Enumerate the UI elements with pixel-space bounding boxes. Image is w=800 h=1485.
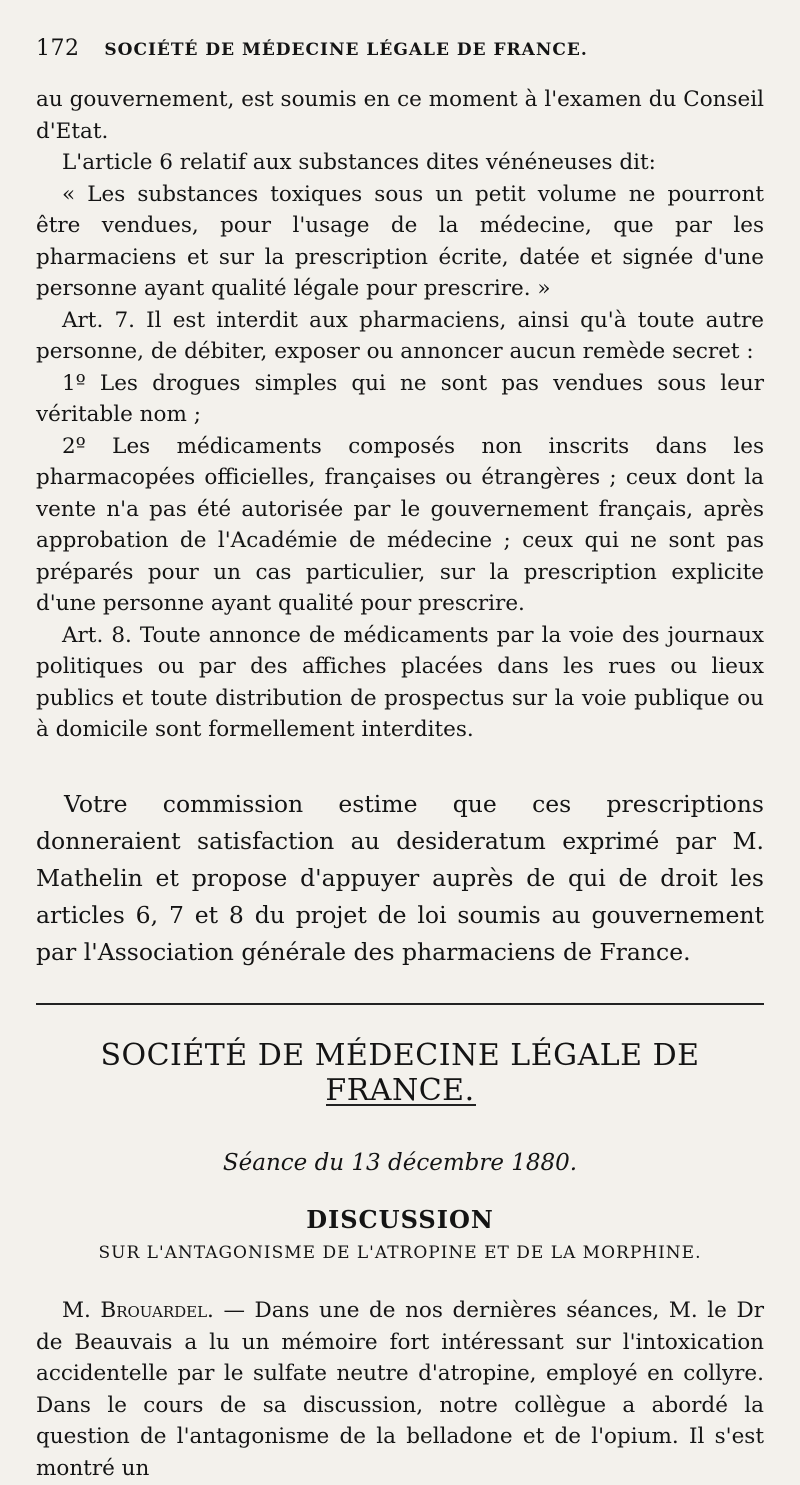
discussion-text-block [36, 1295, 764, 1484]
running-header [36, 36, 764, 61]
running-title: SOCIÉTÉ DE MÉDECINE LÉGALE DE FRANCE. [104, 40, 588, 60]
paragraph [36, 1295, 764, 1484]
article-8: Art. 8. Toute annonce de médicaments par la voie des journaux politiques ou par des affiches placées dans les rues ou lieux publics et toute distribution de prospectus sur la voie publique ou à domicile sont formellement interdites. [36, 622, 764, 742]
discussion-title: DISCUSSION [306, 1205, 494, 1234]
speaker-name: M. Brouardel. [62, 1298, 214, 1323]
paragraph: L'article 6 relatif aux substances dites vénéneuses dit: [62, 150, 656, 175]
page-number: 172 [36, 36, 80, 61]
session-date: Séance du 13 décembre 1880. [222, 1150, 578, 1176]
section-divider [36, 1003, 764, 1005]
article-7-item-2: 2º Les médicaments composés non inscrits dans les pharmacopées officielles, françaises ou étrangères ; ceux dont la vente n'a pas été autorisée par le gouvernement français, après approbation de l'Académie de médecine ; ceux qui ne sont pas préparés pour un cas particulier, sur la prescription explicite d'une personne ayant qualité pour prescrire. [36, 433, 764, 616]
title-underline [326, 1104, 476, 1106]
article-7: Art. 7. Il est interdit aux pharmaciens, ainsi qu'à toute autre personne, de débiter, exposer ou annoncer aucun remède secret : [36, 307, 764, 364]
commission-conclusion [36, 786, 764, 971]
quoted-article-6: « Les substances toxiques sous un petit volume ne pourront être vendues, pour l'usage de la médecine, que par les pharmaciens et sur la prescription écrite, datée et signée d'une personne ayant qualité légale pour prescrire. » [36, 181, 764, 301]
article-7-item-1: 1º Les drogues simples qui ne sont pas vendues sous leur véritable nom ; [36, 370, 764, 427]
book-page [36, 0, 764, 1485]
top-text-block [36, 84, 764, 746]
speech-text: — Dans une de nos dernières séances, M. le Dr de Beauvais a lu un mémoire fort intéressant sur l'intoxication accidentelle par le sulfate neutre d'atropine, employé en collyre. Dans le cours de sa discussion, notre collègue a abordé la question de l'antagonisme de la belladone et de l'opium. Il s'est montré un [36, 1298, 764, 1481]
paragraph: Votre commission estime que ces prescriptions donneraient satisfaction au desideratum exprimé par M. Mathelin et propose d'appuyer auprès de qui de droit les articles 6, 7 et 8 du projet de loi soumis au gouvernement par l'Association générale des pharmaciens de France. [36, 790, 764, 966]
section-title: SOCIÉTÉ DE MÉDECINE LÉGALE DE FRANCE. [100, 1038, 700, 1108]
paragraph: au gouvernement, est soumis en ce moment à l'examen du Conseil d'Etat. [36, 87, 764, 144]
discussion-subtitle: SUR L'ANTAGONISME DE L'ATROPINE ET DE LA MORPHINE. [98, 1243, 702, 1263]
